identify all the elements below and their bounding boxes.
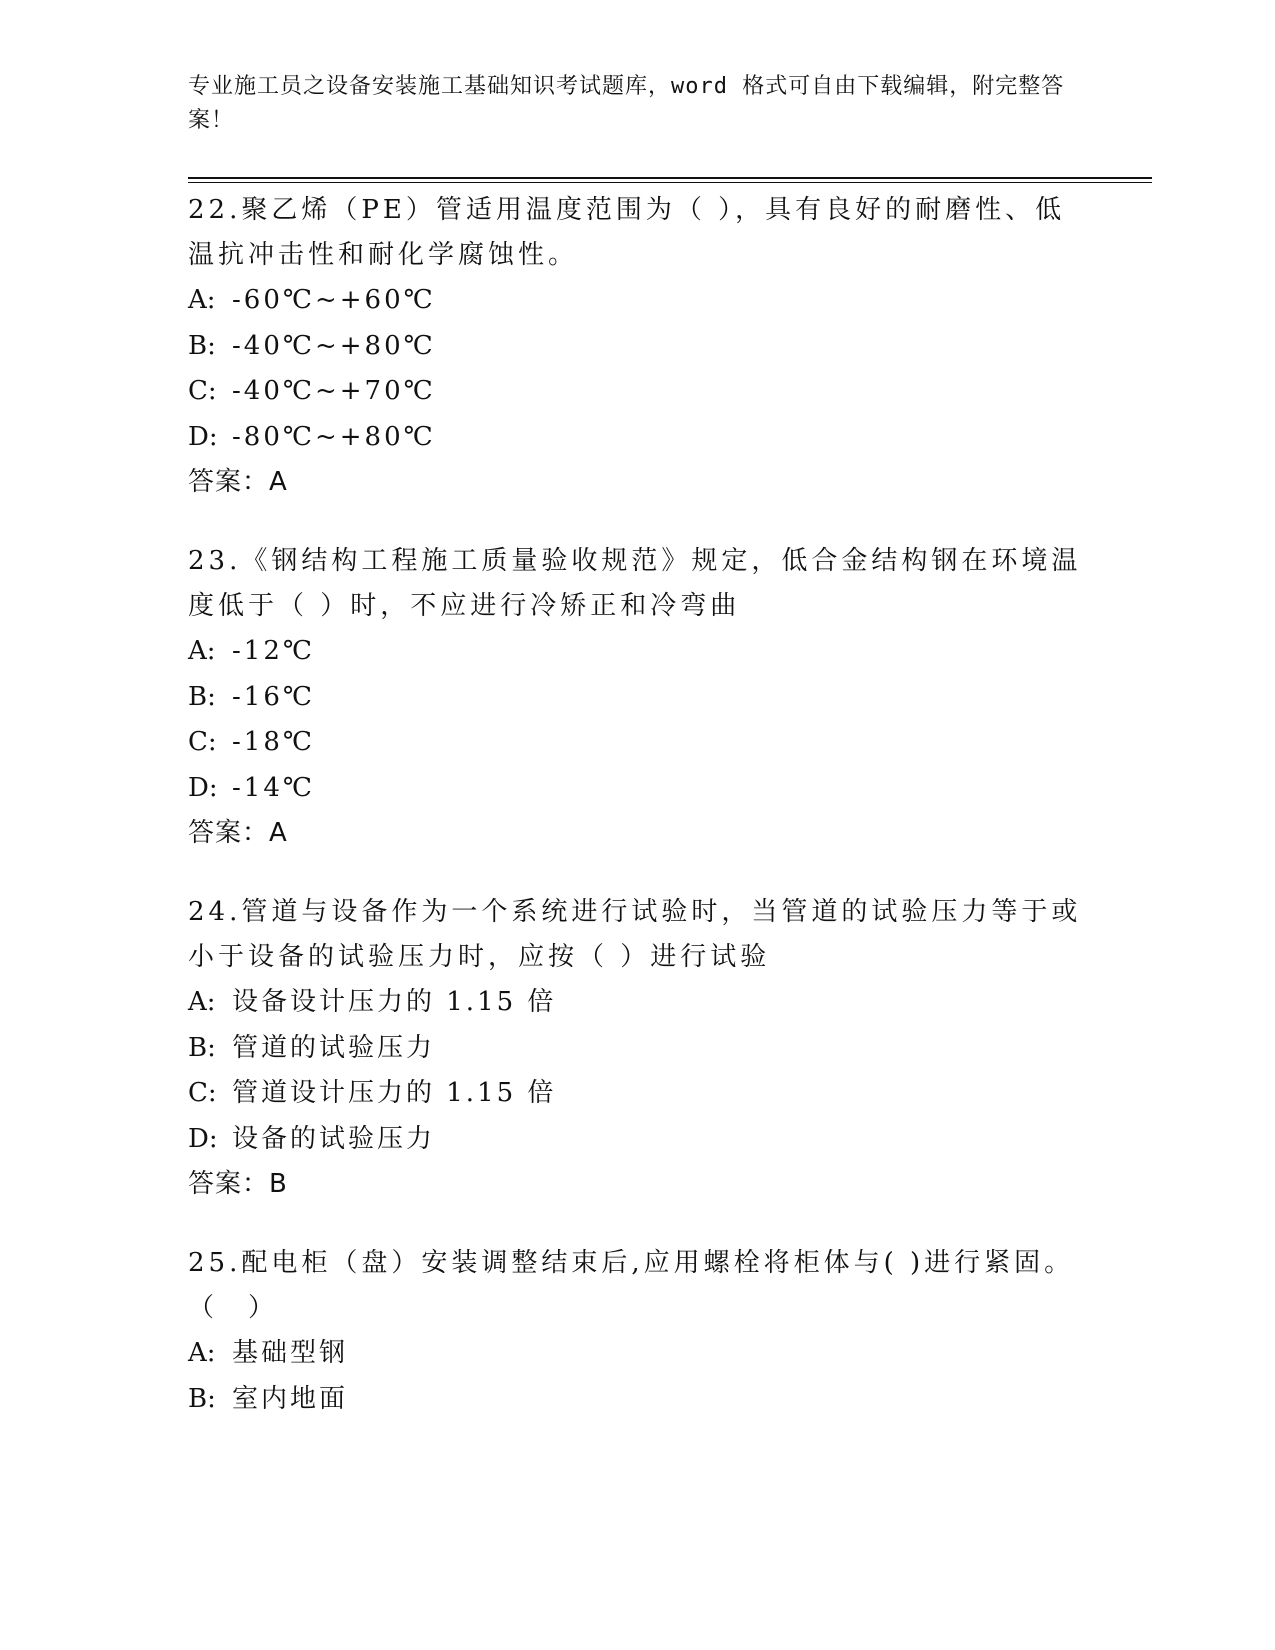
option-key: A:	[188, 636, 216, 666]
option-text: -12℃	[232, 636, 315, 666]
option-text: 室内地面	[232, 1383, 349, 1414]
option-c	[188, 369, 1088, 415]
option-b	[188, 675, 1088, 721]
option-key: A:	[188, 285, 216, 315]
option-key: C:	[188, 1078, 217, 1108]
option-key: D:	[188, 421, 218, 452]
option-c	[188, 720, 1088, 766]
option-text: -40℃~+80℃	[232, 330, 436, 361]
option-key: C:	[188, 376, 217, 406]
option-key: B:	[188, 1032, 216, 1063]
header-rule-thin	[188, 182, 1152, 183]
question-23	[188, 539, 1088, 856]
option-key: D:	[188, 772, 218, 803]
option-d	[188, 766, 1088, 812]
option-text: -14℃	[232, 772, 315, 803]
option-key: C:	[188, 727, 217, 757]
option-text: 设备的试验压力	[232, 1123, 436, 1154]
question-22	[188, 188, 1088, 505]
option-key: B:	[188, 1383, 216, 1414]
option-a	[188, 1331, 1088, 1377]
option-key: A:	[188, 987, 216, 1017]
question-text: 24.管道与设备作为一个系统进行试验时，当管道的试验压力等于或小于设备的试验压力时，应按（ ）进行试验	[188, 897, 1082, 972]
option-text: -18℃	[232, 727, 315, 757]
option-text: -40℃~+70℃	[232, 376, 436, 406]
option-text: -80℃~+80℃	[232, 421, 436, 452]
option-d	[188, 1117, 1088, 1163]
question-text: 23.《钢结构工程施工质量验收规范》规定，低合金结构钢在环境温度低于（ ）时，不应进行冷矫正和冷弯曲	[188, 546, 1082, 621]
option-key: A:	[188, 1338, 216, 1368]
option-b	[188, 324, 1088, 370]
answer-line: 答案：A	[188, 467, 288, 497]
option-text: 管道的试验压力	[232, 1032, 436, 1063]
question-text: 22.聚乙烯（PE）管适用温度范围为（ ），具有良好的耐磨性、低温抗冲击性和耐化学腐蚀性。	[188, 195, 1066, 270]
option-key: B:	[188, 330, 216, 361]
option-a	[188, 629, 1088, 675]
option-key: D:	[188, 1123, 218, 1154]
option-c	[188, 1071, 1088, 1117]
option-text: -60℃~+60℃	[232, 285, 436, 315]
question-24	[188, 890, 1088, 1207]
option-key: B:	[188, 681, 216, 712]
answer-line: 答案：B	[188, 1169, 288, 1199]
option-b	[188, 1377, 1088, 1423]
question-25	[188, 1241, 1088, 1422]
option-text: 基础型钢	[232, 1338, 349, 1368]
option-d	[188, 415, 1088, 461]
document-header: 专业施工员之设备安装施工基础知识考试题库，word 格式可自由下载编辑，附完整答案！	[188, 74, 1065, 133]
option-text: -16℃	[232, 681, 315, 712]
answer-line: 答案：A	[188, 818, 288, 848]
header-rule-thick	[188, 177, 1152, 179]
option-a	[188, 980, 1088, 1026]
option-text: 管道设计压力的 1.15 倍	[232, 1078, 557, 1108]
question-list	[188, 188, 1088, 1456]
question-text: 25.配电柜（盘）安装调整结束后,应用螺栓将柜体与( )进行紧固。（ ）	[188, 1248, 1075, 1323]
option-b	[188, 1026, 1088, 1072]
option-a	[188, 278, 1088, 324]
option-text: 设备设计压力的 1.15 倍	[232, 987, 557, 1017]
